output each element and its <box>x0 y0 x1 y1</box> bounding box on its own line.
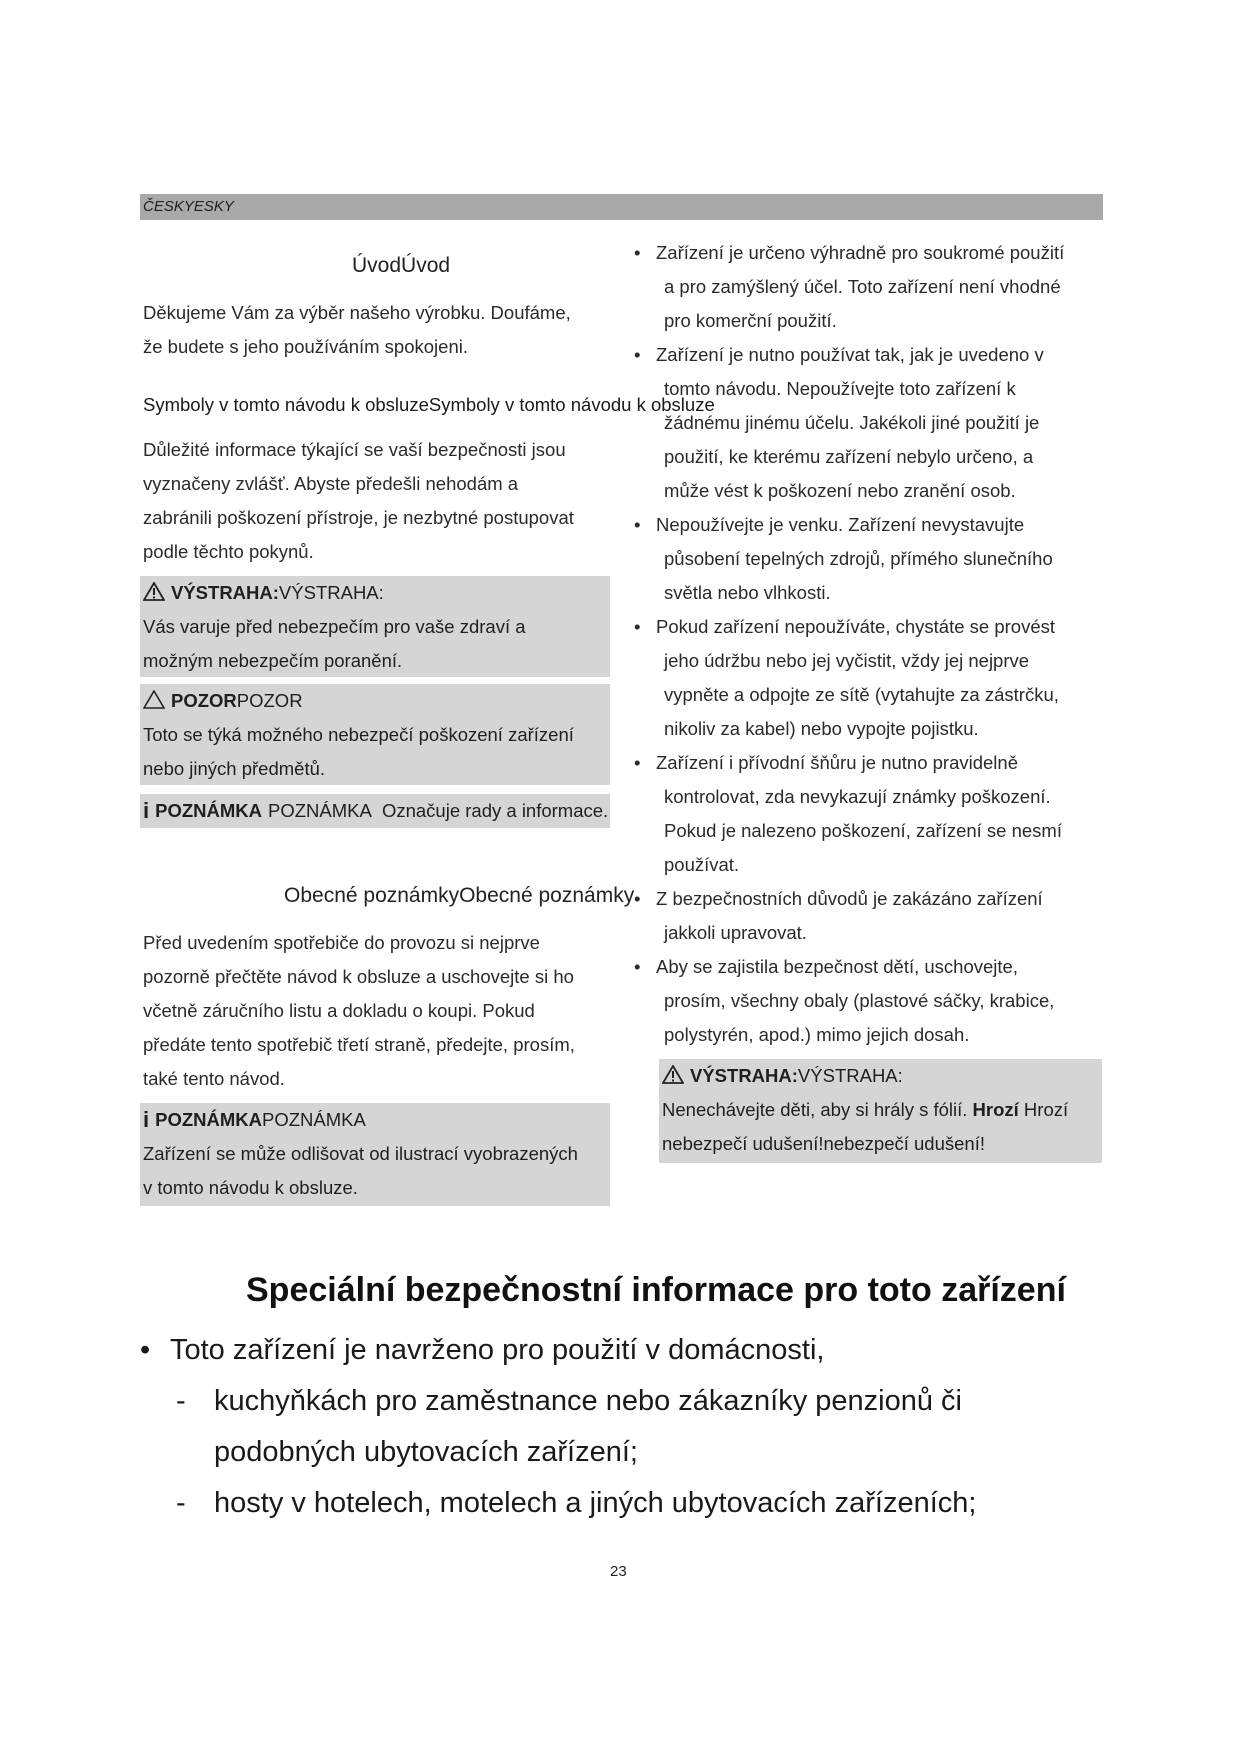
general-line: včetně záručního listu a dokladu o koupi. Pokud <box>143 1000 535 1021</box>
warning-line: možným nebezpečím poranění. <box>143 650 403 671</box>
right-warning-box <box>659 1059 1102 1163</box>
page-number: 23 <box>610 1563 627 1580</box>
general-line: pozorně přečtěte návod k obsluze a uschovejte si ho <box>143 966 574 987</box>
note2-label-row <box>140 1103 610 1137</box>
special-sub-item-cont: podobných ubytovacích zařízení; <box>214 1436 638 1468</box>
right-warning-label-row <box>659 1059 1102 1093</box>
right-warning-label-plain: VÝSTRAHA: <box>797 1065 903 1086</box>
caution-box <box>140 684 610 785</box>
right-warning-line-1: Nenechávejte děti, aby si hrály s fólií. Hrozí Hrozí <box>662 1099 1069 1120</box>
special-safety-title: Speciální bezpečnostní informace pro toto zařízení <box>246 1271 1066 1309</box>
intro-title: ÚvodÚvod <box>352 254 451 277</box>
warning-label-row <box>140 576 610 610</box>
special-sub-item: - hosty v hotelech, motelech a jiných ubytovacích zařízeních; <box>176 1487 977 1519</box>
general-line: také tento návod. <box>143 1068 285 1089</box>
warning-label-bold: VÝSTRAHA: <box>171 582 279 603</box>
symbols-line: podle těchto pokynů. <box>143 541 314 562</box>
symbols-line: vyznačeny zvlášť. Abyste předešli nehodám a <box>143 473 519 494</box>
caution-triangle-icon <box>143 690 165 709</box>
bullet-item: • Nepoužívejte je venku. Zařízení nevystavujte působení tepelných zdrojů, přímého slunečního světla nebo vlhkosti. <box>634 514 1053 603</box>
general-line: Před uvedením spotřebiče do provozu si nejprve <box>143 932 540 953</box>
note2-line: Zařízení se může odlišovat od ilustrací vyobrazených <box>143 1143 578 1164</box>
intro-paragraph <box>143 296 571 364</box>
symbols-paragraph <box>143 433 574 569</box>
note-box <box>140 794 610 828</box>
symbols-heading: Symboly v tomto návodu k obsluzeSymboly v tomto návodu k obsluze <box>143 394 715 415</box>
bullet-item: • Pokud zařízení nepoužíváte, chystáte se provést jeho údržbu nebo jej vyčistit, vždy jej nejprve vypněte a odpojte ze sítě (vytahujte za zástrčku, nikoliv za kabel) nebo vypojte pojistku. <box>634 616 1059 739</box>
info-icon: i <box>143 1107 150 1132</box>
general-line: předáte tento spotřebič třetí straně, předejte, prosím, <box>143 1034 575 1055</box>
bullet-item: • Z bezpečnostních důvodů je zakázáno zařízení jakkoli upravovat. <box>634 888 1043 943</box>
note-text: Označuje rady a informace. <box>381 800 609 821</box>
caution-line: Toto se týká možného nebezpečí poškození zařízení <box>143 724 574 745</box>
right-warning-label-bold: VÝSTRAHA: <box>690 1065 798 1086</box>
warning-line: Vás varuje před nebezpečím pro vaše zdraví a <box>143 616 526 637</box>
warning-label-plain: VÝSTRAHA: <box>278 582 384 603</box>
note-label-plain: POZNÁMKA <box>268 800 371 821</box>
caution-line: nebo jiných předmětů. <box>143 758 326 779</box>
general-paragraph <box>143 926 575 1096</box>
note-box-2 <box>140 1103 610 1206</box>
note2-label-bold: POZNÁMKA <box>155 1109 263 1130</box>
caution-label-bold: POZOR <box>171 690 237 711</box>
intro-line: že budete s jeho používáním spokojeni. <box>143 336 468 357</box>
caution-label-plain: POZOR <box>236 690 303 711</box>
symbols-line: zabránili poškození přístroje, je nezbytné postupovat <box>143 507 574 528</box>
general-notes-title: Obecné poznámkyObecné poznámky <box>284 884 635 907</box>
right-warning-line-2: nebezpečí udušení!nebezpečí udušení! <box>662 1133 985 1154</box>
warning-triangle-icon <box>662 1065 684 1084</box>
warning-triangle-icon <box>143 582 165 601</box>
note-label-bold: POZNÁMKA <box>155 800 263 821</box>
intro-line: Děkujeme Vám za výběr našeho výrobku. Doufáme, <box>143 302 571 323</box>
special-sub-item: - kuchyňkách pro zaměstnance nebo zákazníky penzionů či <box>176 1385 962 1417</box>
warning-box <box>140 576 610 677</box>
special-bullet: • Toto zařízení je navrženo pro použití v domácnosti, <box>140 1334 825 1366</box>
special-safety-list <box>140 1325 976 1529</box>
language-label: ČESKYESKY <box>143 198 234 215</box>
note2-line: v tomto návodu k obsluze. <box>143 1177 358 1198</box>
bullet-item: • Zařízení i přívodní šňůru je nutno pravidelně kontrolovat, zda nevykazují známky poškození. Pokud je nalezeno poškození, zařízení se nesmí používat. <box>634 752 1062 875</box>
caution-label-row <box>140 684 610 718</box>
bullet-item: • Zařízení je nutno používat tak, jak je uvedeno v tomto návodu. Nepoužívejte toto zařízení k žádnému jinému účelu. Jakékoli jiné použití je použití, ke kterému zařízení nebylo určeno, a může vést k poškození nebo zranění osob. <box>634 344 1044 501</box>
right-bullet-list <box>634 236 1104 1052</box>
symbols-line: Důležité informace týkající se vaší bezpečnosti jsou <box>143 439 566 460</box>
language-header-bar <box>140 194 1103 220</box>
note2-label-plain: POZNÁMKA <box>262 1109 366 1130</box>
bullet-item: • Zařízení je určeno výhradně pro soukromé použití a pro zamýšlený účel. Toto zařízení není vhodné pro komerční použití. <box>634 242 1065 331</box>
info-icon: i <box>143 798 150 823</box>
bullet-item: • Aby se zajistila bezpečnost dětí, uschovejte, prosím, všechny obaly (plastové sáčky, krabice, polystyrén, apod.) mimo jejich dosah. <box>634 956 1055 1045</box>
